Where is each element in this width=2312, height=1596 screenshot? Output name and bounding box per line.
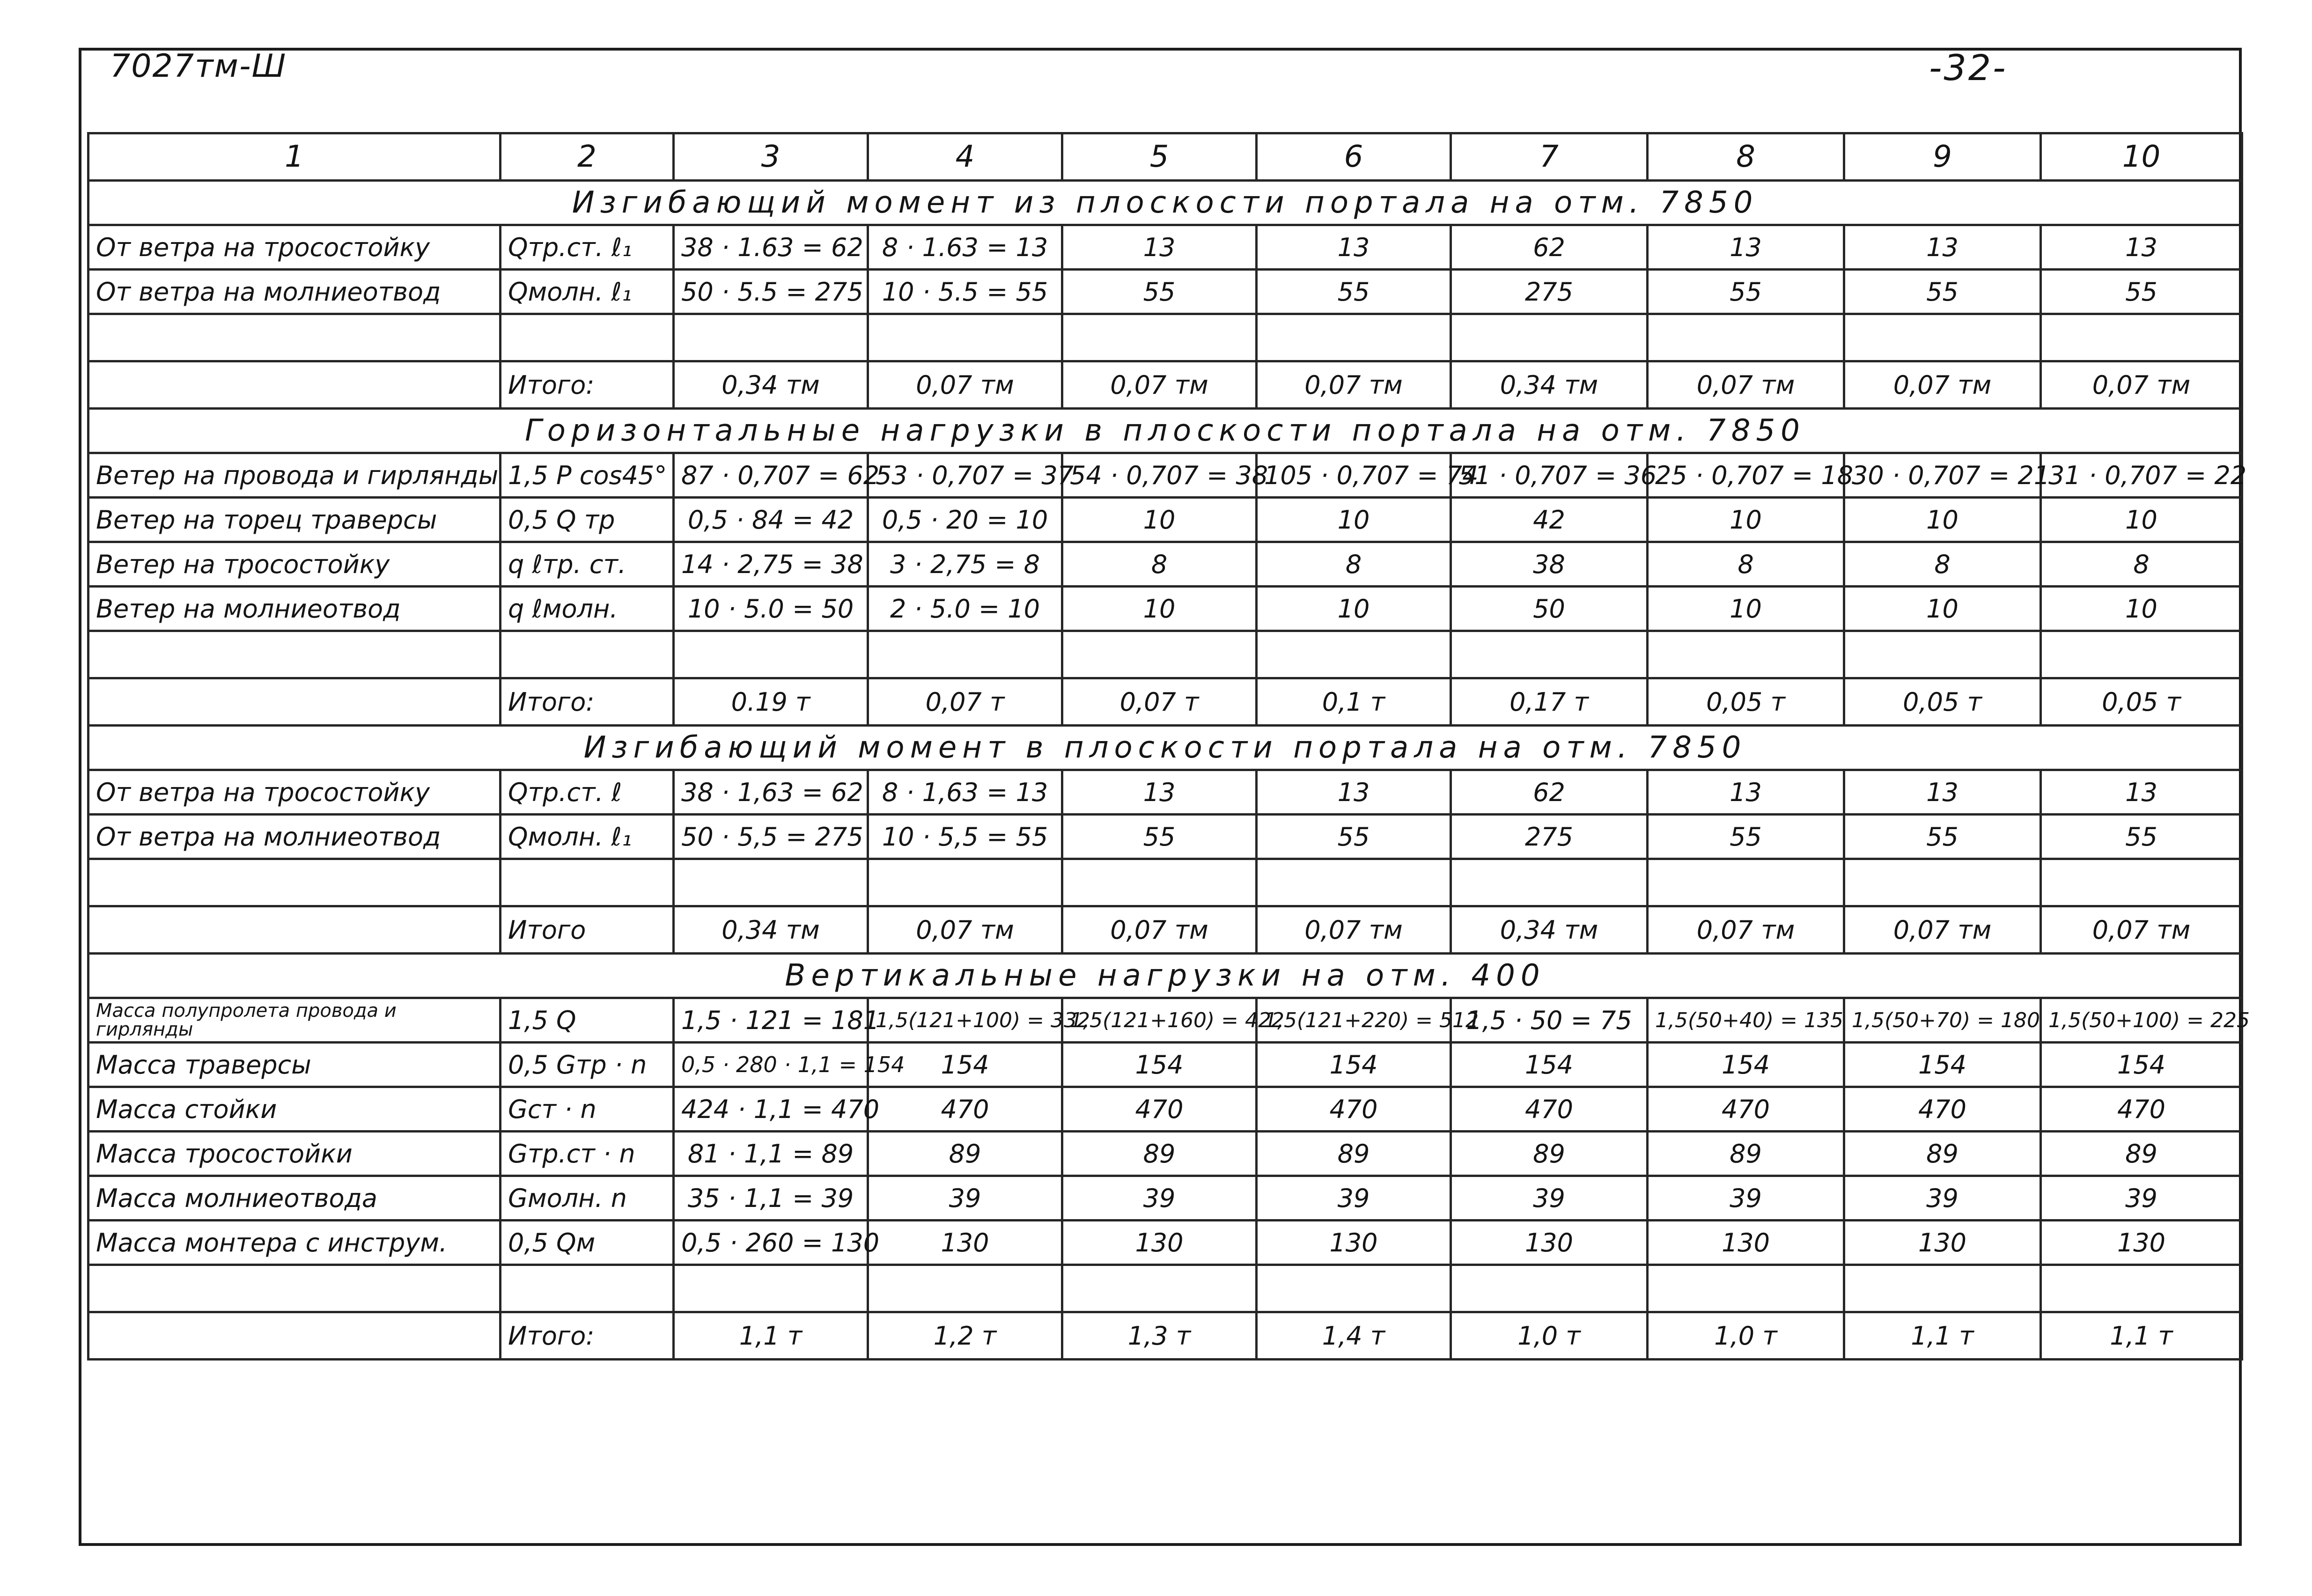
load-name-cell: Масса молниеотвода [88, 1176, 501, 1221]
document-code: 7027тм-Ш [110, 48, 287, 85]
load-name-cell: От ветра на молниеотвод [88, 815, 501, 859]
value-cell: 1,5(121+220) = 512 [1257, 998, 1451, 1043]
total-value: 1,3 т [1062, 1312, 1257, 1360]
total-row [88, 1312, 2242, 1360]
column-header: 3 [674, 133, 868, 181]
table-row [88, 587, 2242, 631]
value-cell: 39 [1648, 1176, 1844, 1221]
empty-cell [868, 314, 1062, 361]
value-cell: 89 [1062, 1132, 1257, 1176]
total-value: 0,07 тм [1648, 361, 1844, 409]
section-title-row [88, 181, 2242, 225]
value-cell: 55 [1062, 815, 1257, 859]
column-header: 2 [501, 133, 674, 181]
load-name-cell: От ветра на тросостойку [88, 770, 501, 815]
value-cell: 13 [1844, 770, 2041, 815]
empty-cell [1648, 859, 1844, 906]
value-cell: 13 [2041, 225, 2242, 270]
value-cell: 62 [1451, 770, 1648, 815]
value-cell: 154 [1451, 1043, 1648, 1087]
section-title-row [88, 409, 2242, 453]
empty-cell [88, 678, 501, 726]
total-value: 0,34 тм [1451, 361, 1648, 409]
value-cell: 39 [1451, 1176, 1648, 1221]
value-cell: 10 [1844, 587, 2041, 631]
value-cell: 154 [1648, 1043, 1844, 1087]
value-cell: 130 [1451, 1221, 1648, 1265]
total-row [88, 906, 2242, 954]
blank-row [88, 314, 2242, 361]
value-cell: 39 [1257, 1176, 1451, 1221]
value-cell: 13 [1844, 225, 2041, 270]
empty-cell [1451, 314, 1648, 361]
section-title-row [88, 726, 2242, 770]
empty-cell [1451, 859, 1648, 906]
value-cell: 89 [2041, 1132, 2242, 1176]
empty-cell [1257, 314, 1451, 361]
total-row [88, 678, 2242, 726]
value-cell: 55 [1257, 815, 1451, 859]
empty-cell [1062, 859, 1257, 906]
section-title-row [88, 954, 2242, 998]
value-cell: 1,5(50+70) = 180 [1844, 998, 2041, 1043]
value-cell: 55 [1648, 815, 1844, 859]
value-cell: 130 [1648, 1221, 1844, 1265]
formula-cell: Qмолн. ℓ₁ [501, 270, 674, 314]
empty-cell [1844, 314, 2041, 361]
value-cell: 470 [868, 1087, 1062, 1132]
value-cell: 470 [1062, 1087, 1257, 1132]
value-cell: 35 · 1,1 = 39 [674, 1176, 868, 1221]
value-cell: 89 [1451, 1132, 1648, 1176]
empty-cell [1257, 859, 1451, 906]
value-cell: 89 [1257, 1132, 1451, 1176]
table-row [88, 815, 2242, 859]
value-cell: 55 [2041, 270, 2242, 314]
table-row [88, 225, 2242, 270]
empty-cell [1062, 1265, 1257, 1312]
table-row [88, 770, 2242, 815]
value-cell: 10 [1062, 587, 1257, 631]
load-name-cell: От ветра на молниеотвод [88, 270, 501, 314]
value-cell: 81 · 1,1 = 89 [674, 1132, 868, 1176]
empty-cell [2041, 314, 2242, 361]
value-cell: 130 [2041, 1221, 2242, 1265]
section-title: Горизонтальные нагрузки в плоскости портала на отм. 7850 [88, 409, 2242, 453]
formula-cell: Gст · n [501, 1087, 674, 1132]
formula-cell: Qмолн. ℓ₁ [501, 815, 674, 859]
total-value: 0,07 тм [1062, 906, 1257, 954]
value-cell: 8 [1844, 542, 2041, 587]
empty-cell [88, 859, 501, 906]
blank-row [88, 631, 2242, 678]
column-number-row [88, 133, 2242, 181]
value-cell: 53 · 0,707 = 37 [868, 453, 1062, 498]
total-value: 0,07 тм [2041, 361, 2242, 409]
value-cell: 42 [1451, 498, 1648, 542]
column-header: 1 [88, 133, 501, 181]
value-cell: 38 · 1,63 = 62 [674, 770, 868, 815]
value-cell: 10 · 5.5 = 55 [868, 270, 1062, 314]
value-cell: 8 [1062, 542, 1257, 587]
formula-cell: 0,5 Gтр · n [501, 1043, 674, 1087]
total-label: Итого: [501, 361, 674, 409]
column-header: 9 [1844, 133, 2041, 181]
value-cell: 30 · 0,707 = 21 [1844, 453, 2041, 498]
value-cell: 13 [1648, 225, 1844, 270]
empty-cell [674, 859, 868, 906]
total-row [88, 361, 2242, 409]
empty-cell [88, 361, 501, 409]
total-value: 1,0 т [1451, 1312, 1648, 1360]
empty-cell [1844, 859, 2041, 906]
empty-cell [501, 1265, 674, 1312]
value-cell: 38 · 1.63 = 62 [674, 225, 868, 270]
value-cell: 10 [1062, 498, 1257, 542]
formula-cell: Qтр.ст. ℓ [501, 770, 674, 815]
value-cell: 13 [1257, 225, 1451, 270]
total-value: 1,2 т [868, 1312, 1062, 1360]
value-cell: 154 [868, 1043, 1062, 1087]
value-cell: 0,5 · 260 = 130 [674, 1221, 868, 1265]
table-row [88, 1132, 2242, 1176]
value-cell: 39 [2041, 1176, 2242, 1221]
total-value: 1,4 т [1257, 1312, 1451, 1360]
load-name-cell: Масса монтера с инструм. [88, 1221, 501, 1265]
value-cell: 2 · 5.0 = 10 [868, 587, 1062, 631]
total-value: 0,07 тм [868, 906, 1062, 954]
value-cell: 50 · 5.5 = 275 [674, 270, 868, 314]
value-cell: 13 [2041, 770, 2242, 815]
value-cell: 0,5 · 280 · 1,1 = 154 [674, 1043, 868, 1087]
table-row [88, 542, 2242, 587]
empty-cell [1451, 631, 1648, 678]
value-cell: 470 [2041, 1087, 2242, 1132]
column-header: 6 [1257, 133, 1451, 181]
total-value: 0,07 т [1062, 678, 1257, 726]
total-value: 0,07 тм [1257, 906, 1451, 954]
empty-cell [1257, 631, 1451, 678]
formula-cell: 0,5 Q тр [501, 498, 674, 542]
value-cell: 130 [1844, 1221, 2041, 1265]
total-label: Итого: [501, 678, 674, 726]
total-value: 0,07 тм [1844, 361, 2041, 409]
load-name-cell: Масса траверсы [88, 1043, 501, 1087]
empty-cell [674, 314, 868, 361]
column-header: 8 [1648, 133, 1844, 181]
value-cell: 89 [1844, 1132, 2041, 1176]
value-cell: 0,5 · 84 = 42 [674, 498, 868, 542]
empty-cell [1451, 1265, 1648, 1312]
total-value: 0,07 тм [2041, 906, 2242, 954]
section-title: Вертикальные нагрузки на отм. 400 [88, 954, 2242, 998]
empty-cell [2041, 1265, 2242, 1312]
value-cell: 50 [1451, 587, 1648, 631]
value-cell: 1,5 · 121 = 181 [674, 998, 868, 1043]
load-name-cell: От ветра на тросостойку [88, 225, 501, 270]
empty-cell [88, 1265, 501, 1312]
column-header: 5 [1062, 133, 1257, 181]
value-cell: 55 [1062, 270, 1257, 314]
value-cell: 39 [1844, 1176, 2041, 1221]
column-header: 7 [1451, 133, 1648, 181]
total-value: 0,07 тм [868, 361, 1062, 409]
empty-cell [674, 1265, 868, 1312]
value-cell: 54 · 0,707 = 38 [1062, 453, 1257, 498]
total-label: Итого: [501, 1312, 674, 1360]
empty-cell [1062, 631, 1257, 678]
table-row [88, 1176, 2242, 1221]
empty-cell [88, 314, 501, 361]
formula-cell: Gтр.ст · n [501, 1132, 674, 1176]
value-cell: 154 [1844, 1043, 2041, 1087]
value-cell: 13 [1062, 225, 1257, 270]
value-cell: 3 · 2,75 = 8 [868, 542, 1062, 587]
value-cell: 8 [1257, 542, 1451, 587]
total-value: 0,07 тм [1844, 906, 2041, 954]
load-name-cell: Масса стойки [88, 1087, 501, 1132]
column-header: 10 [2041, 133, 2242, 181]
total-value: 0,07 т [868, 678, 1062, 726]
value-cell: 8 · 1.63 = 13 [868, 225, 1062, 270]
value-cell: 10 · 5,5 = 55 [868, 815, 1062, 859]
column-header: 4 [868, 133, 1062, 181]
value-cell: 10 [1257, 498, 1451, 542]
value-cell: 10 [2041, 498, 2242, 542]
total-label: Итого [501, 906, 674, 954]
table-row [88, 270, 2242, 314]
formula-cell: q ℓмолн. [501, 587, 674, 631]
value-cell: 275 [1451, 270, 1648, 314]
total-value: 0,07 тм [1062, 361, 1257, 409]
value-cell: 275 [1451, 815, 1648, 859]
total-value: 1,0 т [1648, 1312, 1844, 1360]
blank-row [88, 859, 2242, 906]
value-cell: 13 [1062, 770, 1257, 815]
load-name-cell: Ветер на торец траверсы [88, 498, 501, 542]
empty-cell [501, 314, 674, 361]
empty-cell [868, 859, 1062, 906]
value-cell: 50 · 5,5 = 275 [674, 815, 868, 859]
table-row [88, 1043, 2242, 1087]
value-cell: 8 · 1,63 = 13 [868, 770, 1062, 815]
empty-cell [1648, 631, 1844, 678]
empty-cell [674, 631, 868, 678]
empty-cell [1648, 1265, 1844, 1312]
value-cell: 470 [1257, 1087, 1451, 1132]
value-cell: 1,5(50+40) = 135 [1648, 998, 1844, 1043]
total-value: 0,34 тм [1451, 906, 1648, 954]
value-cell: 105 · 0,707 = 74 [1257, 453, 1451, 498]
empty-cell [501, 859, 674, 906]
value-cell: 89 [868, 1132, 1062, 1176]
total-value: 0,07 тм [1648, 906, 1844, 954]
empty-cell [1648, 314, 1844, 361]
section-title: Изгибающий момент из плоскости портала на отм. 7850 [88, 181, 2242, 225]
total-value: 1,1 т [1844, 1312, 2041, 1360]
value-cell: 55 [1844, 815, 2041, 859]
empty-cell [1844, 1265, 2041, 1312]
value-cell: 87 · 0,707 = 62 [674, 453, 868, 498]
page-number: -32- [1929, 47, 2008, 88]
table-row [88, 1087, 2242, 1132]
value-cell: 10 · 5.0 = 50 [674, 587, 868, 631]
value-cell: 31 · 0,707 = 22 [2041, 453, 2242, 498]
total-value: 0,05 т [1844, 678, 2041, 726]
value-cell: 1,5(50+100) = 225 [2041, 998, 2242, 1043]
value-cell: 13 [1257, 770, 1451, 815]
load-name-cell: Ветер на молниеотвод [88, 587, 501, 631]
value-cell: 1,5(121+160) = 422 [1062, 998, 1257, 1043]
value-cell: 89 [1648, 1132, 1844, 1176]
total-value: 0,34 тм [674, 906, 868, 954]
value-cell: 154 [1257, 1043, 1451, 1087]
value-cell: 1,5(121+100) = 332 [868, 998, 1062, 1043]
value-cell: 130 [1257, 1221, 1451, 1265]
total-value: 1,1 т [2041, 1312, 2242, 1360]
total-value: 0,34 тм [674, 361, 868, 409]
value-cell: 10 [1257, 587, 1451, 631]
value-cell: 154 [2041, 1043, 2242, 1087]
empty-cell [1257, 1265, 1451, 1312]
total-value: 1,1 т [674, 1312, 868, 1360]
total-value: 0,17 т [1451, 678, 1648, 726]
empty-cell [2041, 859, 2242, 906]
value-cell: 10 [1648, 498, 1844, 542]
value-cell: 1,5 · 50 = 75 [1451, 998, 1648, 1043]
value-cell: 424 · 1,1 = 470 [674, 1087, 868, 1132]
value-cell: 10 [2041, 587, 2242, 631]
empty-cell [88, 1312, 501, 1360]
value-cell: 470 [1648, 1087, 1844, 1132]
total-value: 0,07 тм [1257, 361, 1451, 409]
value-cell: 62 [1451, 225, 1648, 270]
value-cell: 10 [1648, 587, 1844, 631]
value-cell: 55 [1648, 270, 1844, 314]
value-cell: 13 [1648, 770, 1844, 815]
value-cell: 130 [1062, 1221, 1257, 1265]
load-name-cell: Ветер на провода и гирлянды [88, 453, 501, 498]
total-value: 0.19 т [674, 678, 868, 726]
value-cell: 8 [1648, 542, 1844, 587]
formula-cell: q ℓтр. ст. [501, 542, 674, 587]
load-name-cell: Ветер на тросостойку [88, 542, 501, 587]
value-cell: 10 [1844, 498, 2041, 542]
value-cell: 14 · 2,75 = 38 [674, 542, 868, 587]
value-cell: 130 [868, 1221, 1062, 1265]
value-cell: 8 [2041, 542, 2242, 587]
value-cell: 470 [1844, 1087, 2041, 1132]
empty-cell [88, 906, 501, 954]
value-cell: 51 · 0,707 = 36 [1451, 453, 1648, 498]
empty-cell [501, 631, 674, 678]
empty-cell [88, 631, 501, 678]
total-value: 0,05 т [1648, 678, 1844, 726]
value-cell: 55 [2041, 815, 2242, 859]
value-cell: 39 [868, 1176, 1062, 1221]
value-cell: 55 [1844, 270, 2041, 314]
blank-row [88, 1265, 2242, 1312]
table-row [88, 1221, 2242, 1265]
total-value: 0,1 т [1257, 678, 1451, 726]
value-cell: 25 · 0,707 = 18 [1648, 453, 1844, 498]
empty-cell [868, 631, 1062, 678]
formula-cell: Qтр.ст. ℓ₁ [501, 225, 674, 270]
table-row [88, 453, 2242, 498]
value-cell: 0,5 · 20 = 10 [868, 498, 1062, 542]
value-cell: 55 [1257, 270, 1451, 314]
load-name-cell: Масса тросостойки [88, 1132, 501, 1176]
value-cell: 38 [1451, 542, 1648, 587]
empty-cell [2041, 631, 2242, 678]
table-row [88, 998, 2242, 1043]
value-cell: 470 [1451, 1087, 1648, 1132]
section-title: Изгибающий момент в плоскости портала на отм. 7850 [88, 726, 2242, 770]
formula-cell: 0,5 Qм [501, 1221, 674, 1265]
empty-cell [868, 1265, 1062, 1312]
total-value: 0,05 т [2041, 678, 2242, 726]
table-row [88, 498, 2242, 542]
empty-cell [1062, 314, 1257, 361]
empty-cell [1844, 631, 2041, 678]
formula-cell: Gмолн. n [501, 1176, 674, 1221]
value-cell: 39 [1062, 1176, 1257, 1221]
load-name-cell: Масса полупролета провода и гирлянды [88, 998, 501, 1043]
formula-cell: 1,5 P cos45° [501, 453, 674, 498]
value-cell: 154 [1062, 1043, 1257, 1087]
formula-cell: 1,5 Q [501, 998, 674, 1043]
load-calculation-table [87, 132, 2250, 1361]
